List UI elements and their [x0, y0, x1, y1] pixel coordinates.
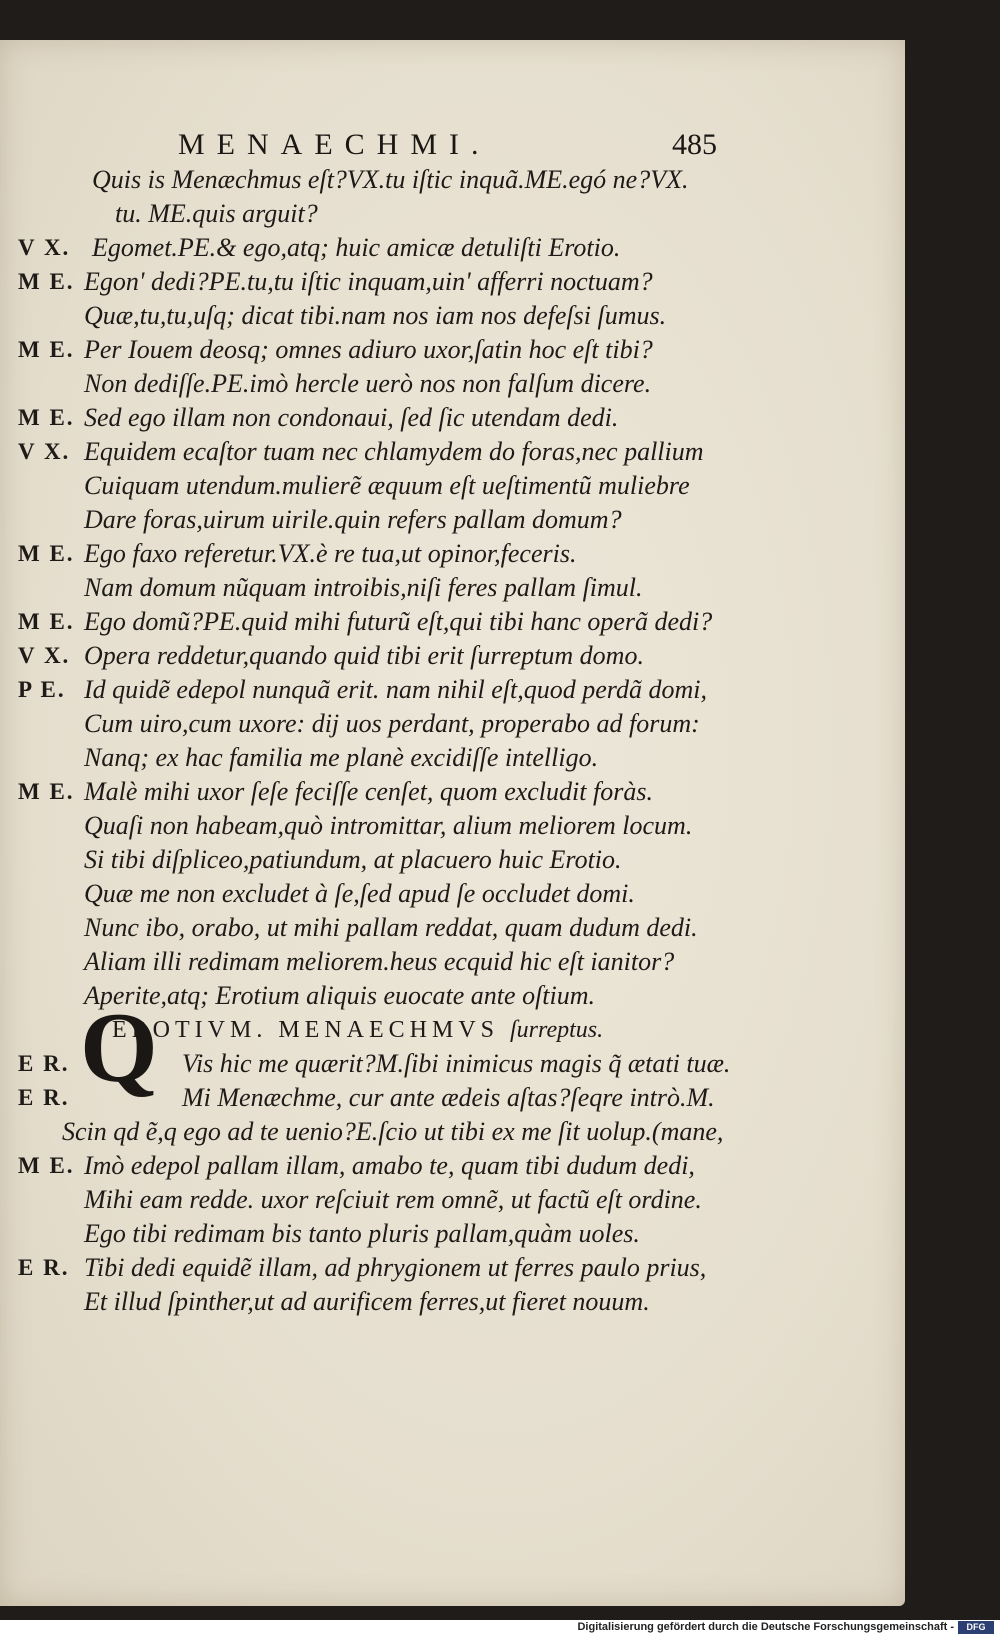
verse-line	[0, 605, 905, 639]
verse-text: Ego tibi redimam bis tanto pluris pallam,quàm uoles.	[84, 1219, 640, 1248]
verse-line	[0, 945, 905, 979]
verse-line	[0, 571, 905, 605]
verse-line	[0, 1115, 905, 1149]
verse-line	[0, 401, 905, 435]
verse-text: Non dediſſe.PE.imò hercle uerò nos non falſum dicere.	[84, 369, 652, 398]
digitization-footer	[0, 1620, 1000, 1636]
verse-line	[0, 1251, 905, 1285]
verse-line	[0, 1149, 905, 1183]
verse-line	[0, 843, 905, 877]
verse-text: Nunc ibo, orabo, ut mihi pallam reddat, quam dudum dedi.	[84, 913, 698, 942]
verse-line	[0, 367, 905, 401]
page-number: 485	[672, 128, 717, 161]
verse-text: Nam domum nũquam introibis,niſi feres pallam ſimul.	[84, 573, 643, 602]
speaker-label: E R.	[18, 1085, 70, 1110]
speaker-label: E R.	[18, 1051, 70, 1076]
verse-text: Quaſi non habeam,quò intromittar, alium meliorem locum.	[84, 811, 693, 840]
verse-text: Equidem ecaſtor tuam nec chlamydem do foras,nec pallium	[84, 437, 704, 466]
verse-line	[0, 299, 905, 333]
verse-line	[0, 469, 905, 503]
scene-heading	[112, 1013, 603, 1047]
verse-text: Mi Menæchme, cur ante ædeis aſtas?ſeqre intrò.M.	[182, 1083, 715, 1112]
verse-line	[0, 163, 905, 197]
verse-text: Dare foras,uirum uirile.quin refers pallam domum?	[84, 505, 622, 534]
dfg-logo-icon: DFG	[958, 1621, 994, 1634]
speaker-label: M E.	[18, 269, 75, 294]
verse-text: Quis is Menæchmus eſt?VX.tu iſtic inquã.ME.egó ne?VX.	[92, 165, 689, 194]
verse-text: Mihi eam redde. uxor reſciuit rem omnẽ, ut factũ eſt ordine.	[84, 1185, 702, 1214]
speaker-label: M E.	[18, 1153, 75, 1178]
verse-line	[0, 333, 905, 367]
verse-line	[0, 265, 905, 299]
verse-line	[0, 197, 905, 231]
speaker-label: V X.	[18, 439, 71, 464]
verse-line	[0, 911, 905, 945]
verse-text: Ego faxo referetur.VX.è re tua,ut opinor,feceris.	[84, 539, 577, 568]
verse-text: Nanq; ex hac familia me planè excidiſſe intelligo.	[84, 743, 599, 772]
speaker-label: M E.	[18, 779, 75, 804]
speaker-label: M E.	[18, 337, 75, 362]
verse-text: Quæ,tu,tu,uſq; dicat tibi.nam nos iam nos defeſsi ſumus.	[84, 301, 667, 330]
verse-text: Per Iouem deosq; omnes adiuro uxor,ſatin hoc eſt tibi?	[84, 335, 653, 364]
verse-text: Vis hic me quærit?M.ſibi inimicus magis q̃ ætati tuæ.	[182, 1049, 731, 1078]
speaker-label: V X.	[18, 235, 71, 260]
verse-text: tu. ME.quis arguit?	[115, 199, 318, 228]
verse-line	[0, 503, 905, 537]
verse-line	[0, 809, 905, 843]
verse-text: Ego domũ?PE.quid mihi futurũ eſt,qui tibi hanc operã dedi?	[84, 607, 713, 636]
speaker-label: V X.	[18, 643, 71, 668]
verse-line	[0, 741, 905, 775]
verse-text: Scin qd ẽ,q ego ad te uenio?E.ſcio ut tibi ex me ſit uolup.(mane,	[62, 1117, 724, 1146]
verse-text: Egon' dedi?PE.tu,tu iſtic inquam,uin' afferri noctuam?	[84, 267, 653, 296]
verse-line	[0, 775, 905, 809]
verse-line	[0, 877, 905, 911]
verse-text: Egomet.PE.& ego,atq; huic amicæ detuliſti Erotio.	[92, 233, 621, 262]
verse-line	[0, 639, 905, 673]
speaker-label: E R.	[18, 1255, 70, 1280]
page-header	[0, 128, 905, 168]
verse-line	[0, 1285, 905, 1319]
funding-credit: Digitalisierung gefördert durch die Deutsche Forschungsgemeinschaft -	[577, 1621, 954, 1633]
verse-text: Tibi dedi equidẽ illam, ad phrygionem ut ferres paulo prius,	[84, 1253, 707, 1282]
verse-line	[0, 673, 905, 707]
verse-text: Et illud ſpinther,ut ad aurificem ferres,ut fieret nouum.	[84, 1287, 650, 1316]
verse-text: Cum uiro,cum uxore: dij uos perdant, properabo ad forum:	[84, 709, 700, 738]
verse-line	[0, 707, 905, 741]
scene-subtitle: ſurreptus.	[510, 1017, 604, 1043]
running-title: MENAECHMI.	[178, 128, 491, 161]
verse-text: Malè mihi uxor ſeſe feciſſe cenſet, quom excludit foràs.	[84, 777, 653, 806]
verse-text: Aperite,atq; Erotium aliquis euocate ante oſtium.	[84, 981, 596, 1010]
verse-text: Aliam illi redimam meliorem.heus ecquid hic eſt ianitor?	[84, 947, 675, 976]
verse-text: Quæ me non excludet à ſe,ſed apud ſe occludet domi.	[84, 879, 635, 908]
verse-text: Id quidẽ edepol nunquã erit. nam nihil eſt,quod perdã domi,	[84, 675, 707, 704]
verse-line	[0, 1183, 905, 1217]
speaker-label: M E.	[18, 405, 75, 430]
verse-line	[0, 1217, 905, 1251]
scene-characters: EROTIVM. MENAECHMVS	[112, 1017, 500, 1043]
verse-text: Si tibi diſpliceo,patiundum, at placuero huic Erotio.	[84, 845, 622, 874]
verse-text: Opera reddetur,quando quid tibi erit ſurreptum domo.	[84, 641, 644, 670]
verse-line	[0, 435, 905, 469]
verse-line	[0, 231, 905, 265]
speaker-label: M E.	[18, 609, 75, 634]
verse-text: Imò edepol pallam illam, amabo te, quam tibi dudum dedi,	[84, 1151, 695, 1180]
play-text	[0, 163, 905, 1319]
drop-cap-initial: Q	[80, 992, 158, 1103]
speaker-label: P E.	[18, 677, 66, 702]
verse-text: Cuiquam utendum.mulierẽ æquum eſt ueſtimentũ muliebre	[84, 471, 690, 500]
speaker-label: M E.	[18, 541, 75, 566]
verse-line	[0, 537, 905, 571]
verse-text: Sed ego illam non condonaui, ſed ſic utendam dedi.	[84, 403, 619, 432]
